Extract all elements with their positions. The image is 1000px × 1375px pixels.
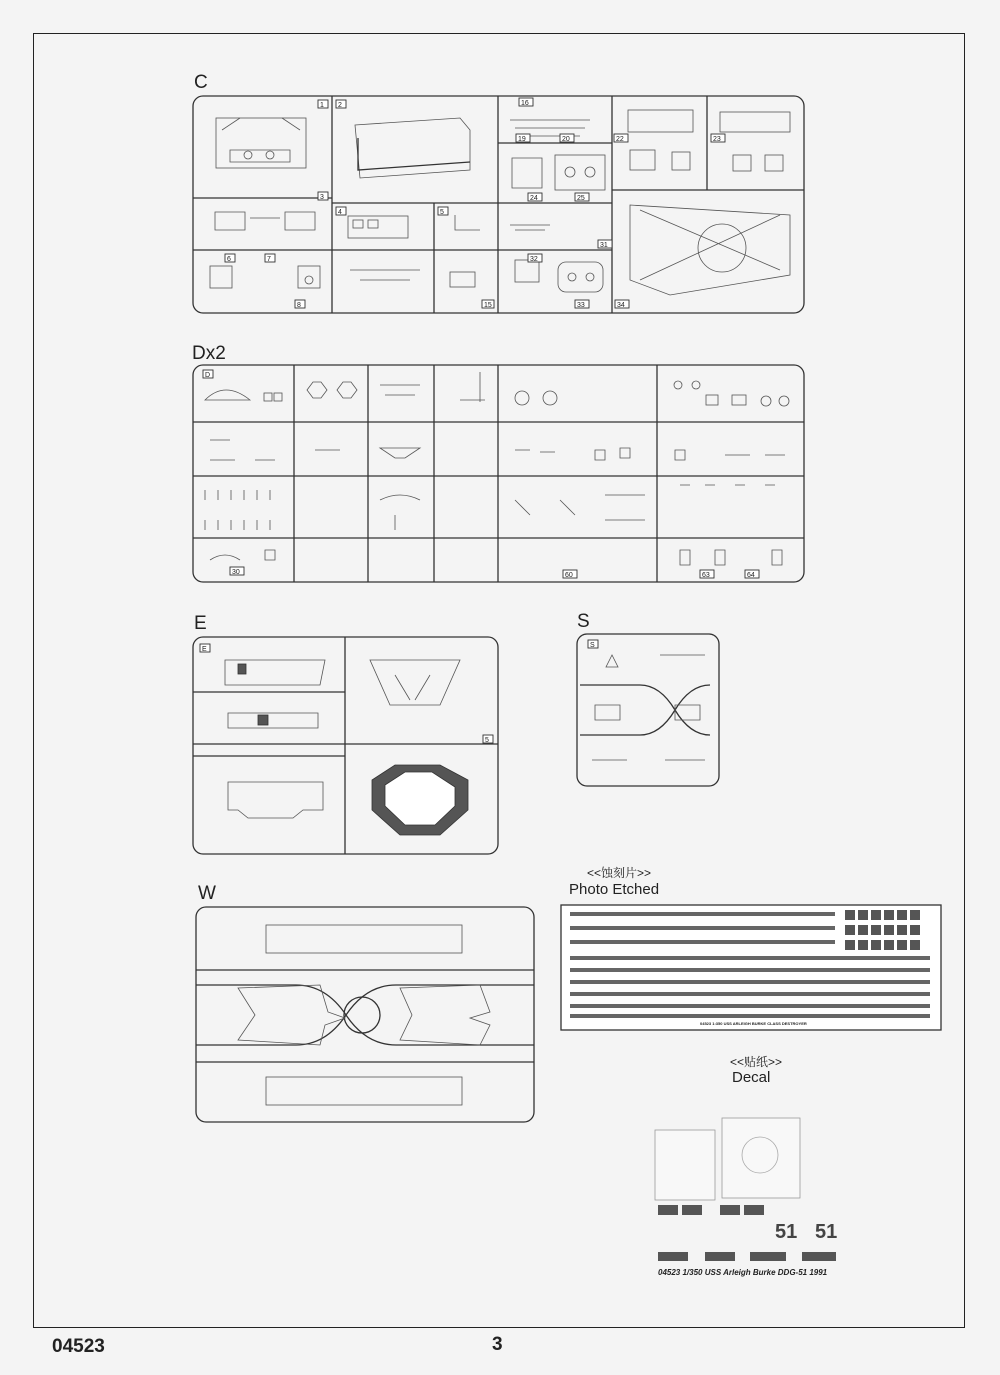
sprue-d [193,365,804,582]
photo-etched-label: Photo Etched [569,881,660,898]
svg-text:30: 30 [232,569,240,576]
svg-text:34: 34 [617,302,625,309]
photo-etched-plate-text: 04523 1:350 USS ARLEIGH BURKE CLASS DESTROYER [700,1021,807,1026]
photo-etched-plate [561,905,941,1030]
decal-sheet-caption: 04523 1/350 USS Arleigh Burke DDG-51 1991 [658,1268,828,1277]
svg-text:15: 15 [484,302,492,309]
svg-text:32: 32 [530,256,538,263]
svg-text:31: 31 [600,242,608,249]
svg-text:2: 2 [338,102,342,109]
sprue-d-label: Dx2 [192,343,226,364]
decal-label: Decal [732,1069,771,1086]
sprue-w [196,907,534,1122]
sprue-w-label: W [198,883,216,904]
svg-text:3: 3 [320,194,324,201]
svg-text:63: 63 [702,572,710,579]
svg-text:7: 7 [267,256,271,263]
decal-hull-number-1: 51 [775,1221,798,1243]
decal-sheet [655,1118,836,1261]
sprue-s [577,634,719,786]
svg-text:E: E [202,646,207,653]
svg-text:23: 23 [713,136,721,143]
page-number: 3 [492,1334,503,1355]
sprue-c-label: C [194,72,208,93]
svg-text:6: 6 [227,256,231,263]
sprue-e-label: E [194,613,207,634]
svg-text:20: 20 [562,136,570,143]
svg-text:24: 24 [530,195,538,202]
svg-text:19: 19 [518,136,526,143]
svg-text:60: 60 [565,572,573,579]
decal-hull-number-2: 51 [815,1221,838,1243]
svg-text:64: 64 [747,572,755,579]
svg-text:4: 4 [338,209,342,216]
sprue-s-label: S [577,611,590,632]
svg-text:D: D [205,372,211,379]
sprue-e [193,637,498,854]
svg-text:25: 25 [577,195,585,202]
svg-text:16: 16 [521,100,529,107]
svg-text:33: 33 [577,302,585,309]
photo-etched-chinese: <<蚀刻片>> [587,866,652,880]
svg-text:5: 5 [440,209,444,216]
decal-chinese: <<贴纸>> [730,1055,783,1069]
svg-text:S: S [590,642,595,649]
svg-text:1: 1 [320,102,324,109]
kit-code: 04523 [52,1336,105,1357]
sprue-c [193,96,804,313]
svg-text:8: 8 [297,302,301,309]
svg-text:5: 5 [485,737,489,744]
svg-text:22: 22 [616,136,624,143]
